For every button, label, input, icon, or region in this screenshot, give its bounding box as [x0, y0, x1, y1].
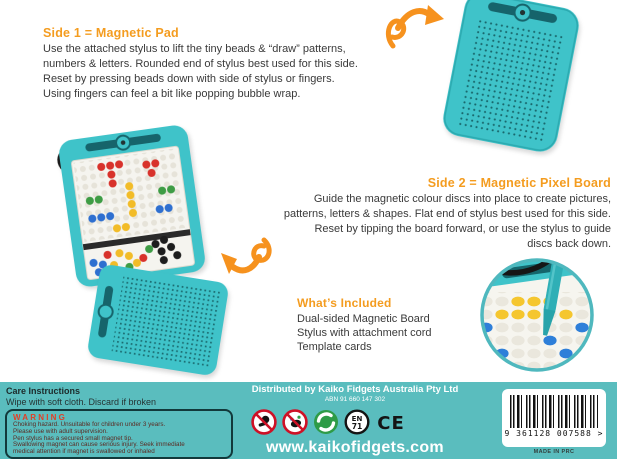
en71-top-text: EN	[351, 414, 363, 423]
included-item: Template cards	[297, 341, 372, 353]
made-in-text: MADE IN PRC	[533, 449, 575, 455]
compliance-icons	[251, 409, 407, 435]
included-item: Dual-sided Magnetic Board	[297, 313, 430, 325]
side2-text-line: discs back down.	[527, 238, 611, 250]
en71-bottom-text: 71	[351, 422, 363, 431]
warning-line: Pen stylus has a secured small magnet tip.	[13, 434, 133, 442]
bead-grid	[111, 274, 220, 368]
curly-arrow-icon	[220, 234, 274, 278]
side1-section	[43, 26, 358, 102]
barcode-bars	[510, 395, 598, 428]
pixel-board-photo	[56, 123, 208, 290]
distributor-block	[233, 384, 477, 403]
side2-section	[284, 176, 611, 252]
footer-band	[0, 382, 617, 459]
warning-line: medical attention if magnet is swallowed or inhaled	[13, 448, 155, 456]
ce-text: CE	[377, 413, 405, 434]
side1-text-line: Reset by pressing beads down with side of stylus or fingers.	[43, 73, 335, 85]
ce-mark-icon	[375, 409, 407, 435]
whats-included-heading: What’s Included	[297, 296, 392, 310]
barcode	[502, 389, 606, 447]
magnetic-pad-photo-2	[85, 262, 230, 377]
warning-heading: WARNING	[13, 413, 68, 422]
no-swallow-magnet-icon	[282, 409, 308, 435]
side2-text-line: patterns, letters & shapes. Flat end of stylus best used for this side.	[283, 208, 611, 220]
magnetic-pad-photo	[439, 0, 583, 156]
side1-text-line: Use the attached stylus to lift the tiny beads & “draw” patterns,	[43, 43, 346, 55]
warning-line: Please use with adult supervision.	[13, 427, 108, 435]
green-dot-recycling-icon	[313, 409, 339, 435]
side2-text-line: Guide the magnetic colour discs into place to create pictures,	[313, 193, 611, 205]
care-instructions	[6, 386, 156, 407]
website-url: www.kaikofidgets.com	[266, 439, 444, 456]
warning-box	[5, 409, 233, 459]
side1-heading: Side 1 = Magnetic Pad	[43, 26, 179, 40]
stylus-closeup-photo	[478, 256, 596, 374]
warning-line: Swallowing magnet can cause serious injury. Seek immediate	[13, 441, 185, 449]
side2-text-line: Reset by tipping the board forward, or use the stylus to guide	[314, 223, 611, 235]
included-item: Stylus with attachment cord	[297, 327, 432, 339]
en71-mark-icon	[344, 409, 370, 435]
abn-text: ABN 91 660 147 302	[324, 396, 386, 403]
distributor-text: Distributed by Kaiko Fidgets Australia Pty Ltd	[251, 384, 459, 395]
side2-heading: Side 2 = Magnetic Pixel Board	[427, 176, 611, 190]
barcode-number: 9 361128 007588 >	[504, 429, 604, 438]
age-warning-icon	[251, 409, 277, 435]
warning-line: Choking hazard. Unsuitable for children under 3 years.	[13, 421, 166, 428]
stylus-holder	[98, 304, 114, 320]
care-body: Wipe with soft cloth. Discard if broken	[6, 397, 157, 407]
curly-arrow-icon	[383, 2, 445, 50]
whats-included-section	[297, 296, 432, 354]
side1-text-line: Using fingers can feel a bit like popping bubble wrap.	[43, 88, 301, 100]
care-heading: Care Instructions	[6, 386, 81, 396]
side1-text-line: numbers & letters. Rounded end of stylus best used for this side.	[43, 58, 358, 70]
